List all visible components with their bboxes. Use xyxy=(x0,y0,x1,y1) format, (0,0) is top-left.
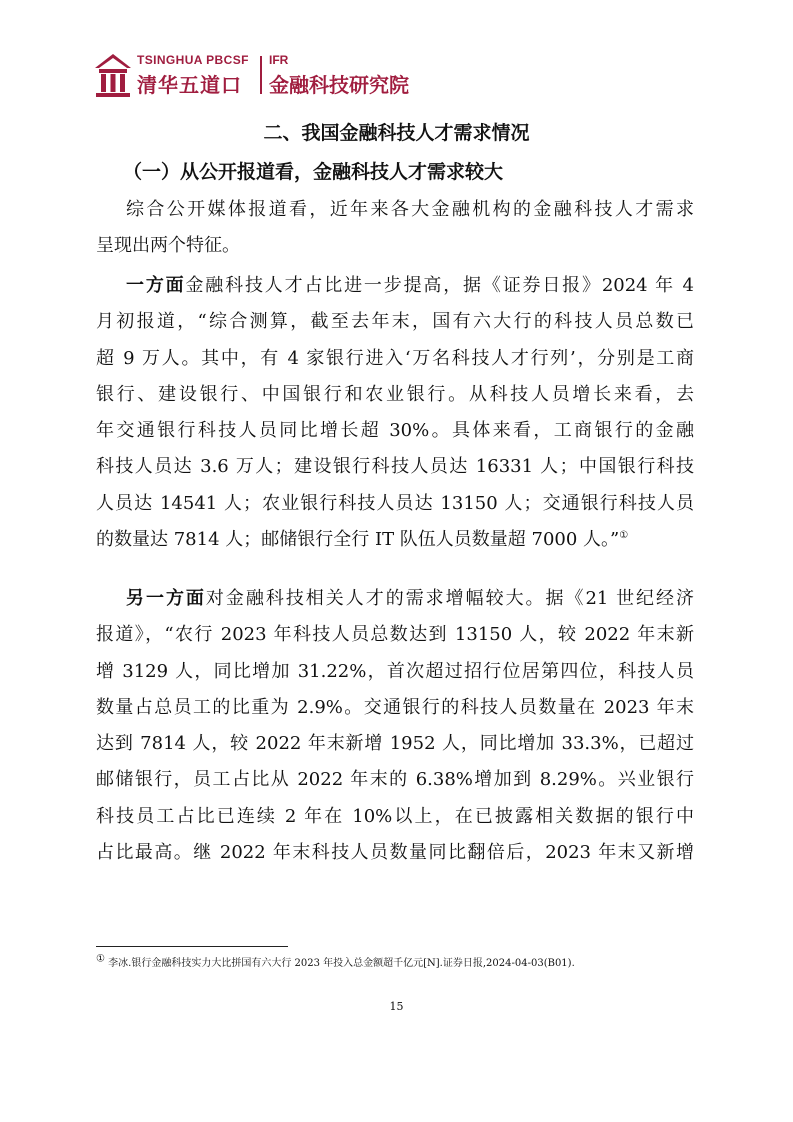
ifr-english: IFR xyxy=(269,53,289,67)
page-header xyxy=(93,52,553,102)
ifr-chinese: 金融科技研究院 xyxy=(269,73,409,97)
text-line: 综合公开媒体报道看，近年来各大金融机构的金融科技人才需求 xyxy=(126,199,694,220)
text-line: 增 3129 人，同比增加 31.22%，首次超过招行位居第四位，科技人员 xyxy=(96,660,694,682)
paragraph-other-side xyxy=(96,581,694,871)
text-line: 邮储银行，员工占比从 2022 年末的 6.38%增加到 8.29%。兴业银行 xyxy=(96,769,694,791)
text-line: 占比最高。继 2022 年末科技人员数量同比翻倍后，2023 年末又新增 xyxy=(96,842,694,864)
lead-phrase: 一方面 xyxy=(126,275,186,296)
subsection-title: （一）从公开报道看，金融科技人才需求较大 xyxy=(123,161,504,183)
brand-chinese: 清华五道口 xyxy=(137,73,242,97)
text-line xyxy=(96,581,694,617)
text-run: 对金融科技相关人才的需求增幅较大。据《21 世纪经济 xyxy=(205,588,694,609)
text-line: 科技人员达 3.6 万人；建设银行科技人员达 16331 人；中国银行科技 xyxy=(96,456,694,478)
text-line: 数量占总员工的比重为 2.9%。交通银行的科技人员数量在 2023 年末 xyxy=(96,696,694,718)
lead-phrase: 另一方面 xyxy=(126,588,206,609)
footnote-marker: ① xyxy=(96,953,105,965)
text-run: 金融科技人才占比进一步提高，据《证券日报》2024 年 4 xyxy=(185,275,694,296)
text-line: 银行、建设银行、中国银行和农业银行。从科技人员增长来看，去 xyxy=(96,383,694,405)
text-line: 科技员工占比已连续 2 年在 10%以上，在已披露相关数据的银行中 xyxy=(96,805,694,827)
paragraph-one-side xyxy=(96,268,694,558)
header-divider xyxy=(260,56,262,94)
page-number: 15 xyxy=(389,1000,404,1013)
text-line: 超 9 万人。其中，有 4 家银行进入‘万名科技人才行列’，分别是工商 xyxy=(96,347,694,369)
paragraph-intro xyxy=(96,192,694,265)
tsinghua-logo-icon xyxy=(93,52,133,98)
text-line: 呈现出两个特征。 xyxy=(96,235,240,257)
footnote-divider xyxy=(96,946,288,947)
footnote-text: 李冰.银行金融科技实力大比拼国有六大行 2023 年投入总金额超千亿元[N].证券日报,2024-04-03(B01). xyxy=(104,958,575,969)
text-line xyxy=(96,522,694,558)
text-line xyxy=(96,268,694,304)
brand-english: TSINGHUA PBCSF xyxy=(137,53,249,67)
text-line: 报道》，“农行 2023 年科技人员总数达到 13150 人，较 2022 年末新 xyxy=(96,624,694,646)
text-line: 年交通银行科技人员同比增长超 30%。具体来看，工商银行的金融 xyxy=(96,420,694,442)
footnote xyxy=(96,954,575,969)
text-line: 人员达 14541 人；农业银行科技人员达 13150 人；交通银行科技人员 xyxy=(96,492,694,514)
section-title: 二、我国金融科技人才需求情况 xyxy=(263,122,530,144)
text-line: 月初报道，“综合测算，截至去年末，国有六大行的科技人员总数已 xyxy=(96,311,694,333)
text-run: 的数量达 7814 人；邮储银行全行 IT 队伍人员数量超 7000 人。” xyxy=(96,529,620,551)
footnote-ref: ① xyxy=(619,530,629,542)
text-line: 达到 7814 人，较 2022 年末新增 1952 人，同比增加 33.3%，已超过 xyxy=(96,733,694,755)
